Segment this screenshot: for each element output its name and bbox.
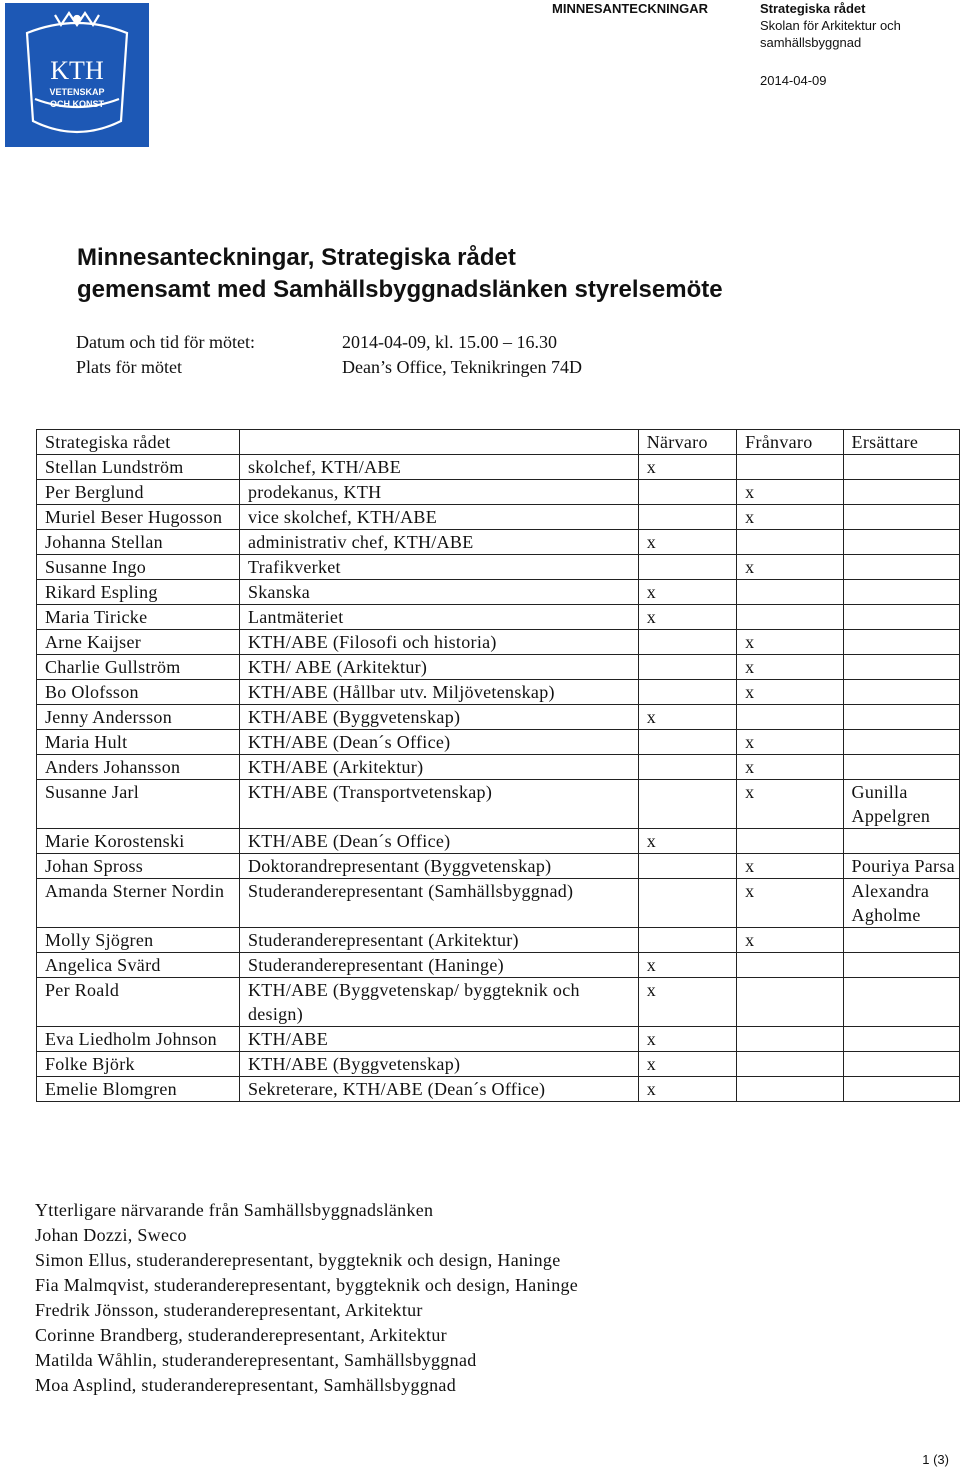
present-cell (638, 555, 736, 580)
name-cell: Bo Olofsson (37, 680, 240, 705)
substitute-cell (843, 480, 959, 505)
present-cell (638, 630, 736, 655)
substitute-cell (843, 730, 959, 755)
absent-cell (737, 455, 843, 480)
role-cell: vice skolchef, KTH/ABE (239, 505, 638, 530)
name-cell: Stellan Lundström (37, 455, 240, 480)
absent-cell: x (737, 928, 843, 953)
header-unit: Strategiska rådet (760, 1, 866, 16)
additional-attendees (35, 1198, 578, 1398)
table-row (37, 480, 960, 505)
table-row (37, 655, 960, 680)
name-cell: Johan Spross (37, 854, 240, 879)
header-cell-group: Strategiska rådet (37, 430, 240, 455)
role-cell: KTH/ABE (Dean´s Office) (239, 829, 638, 854)
name-cell: Amanda Sterner Nordin (37, 879, 240, 928)
attendance-body (37, 455, 960, 1102)
doc-type-label: MINNESANTECKNINGAR (552, 1, 708, 16)
substitute-cell (843, 680, 959, 705)
present-cell (638, 854, 736, 879)
kth-logo (5, 3, 149, 147)
table-row (37, 1077, 960, 1102)
substitute-cell (843, 1052, 959, 1077)
logo-text-line3: OCH KONST (50, 99, 104, 109)
table-row (37, 730, 960, 755)
header-cell-role (239, 430, 638, 455)
name-cell: Susanne Jarl (37, 780, 240, 829)
absent-cell (737, 1052, 843, 1077)
table-row (37, 978, 960, 1027)
role-cell: KTH/ABE (239, 1027, 638, 1052)
absent-cell (737, 580, 843, 605)
table-row (37, 530, 960, 555)
substitute-cell (843, 953, 959, 978)
header-unit-block (760, 0, 901, 51)
table-row (37, 1052, 960, 1077)
absent-cell: x (737, 655, 843, 680)
absent-cell: x (737, 780, 843, 829)
attendance-header-row (37, 430, 960, 455)
name-cell: Eva Liedholm Johnson (37, 1027, 240, 1052)
substitute-cell (843, 928, 959, 953)
header-school-line1: Skolan för Arkitektur och (760, 18, 901, 33)
additional-person: Corinne Brandberg, studeranderepresentant, Arkitektur (35, 1325, 447, 1345)
role-cell: Studeranderepresentant (Haninge) (239, 953, 638, 978)
name-cell: Muriel Beser Hugosson (37, 505, 240, 530)
present-cell (638, 730, 736, 755)
name-cell: Per Berglund (37, 480, 240, 505)
role-cell: prodekanus, KTH (239, 480, 638, 505)
absent-cell: x (737, 505, 843, 530)
role-cell: Sekreterare, KTH/ABE (Dean´s Office) (239, 1077, 638, 1102)
absent-cell (737, 978, 843, 1027)
present-cell: x (638, 580, 736, 605)
table-row (37, 953, 960, 978)
name-cell: Emelie Blomgren (37, 1077, 240, 1102)
absent-cell (737, 1027, 843, 1052)
absent-cell (737, 530, 843, 555)
substitute-cell (843, 580, 959, 605)
absent-cell: x (737, 854, 843, 879)
role-cell: Studeranderepresentant (Arkitektur) (239, 928, 638, 953)
name-cell: Johanna Stellan (37, 530, 240, 555)
substitute-cell: Pouriya Parsa (843, 854, 959, 879)
role-cell: KTH/ABE (Hållbar utv. Miljövetenskap) (239, 680, 638, 705)
substitute-cell (843, 605, 959, 630)
absent-cell: x (737, 730, 843, 755)
present-cell: x (638, 1077, 736, 1102)
substitute-cell: Gunilla Appelgren (843, 780, 959, 829)
absent-cell (737, 1077, 843, 1102)
role-cell: Studeranderepresentant (Samhällsbyggnad) (239, 879, 638, 928)
additional-person: Moa Asplind, studeranderepresentant, Samhällsbyggnad (35, 1375, 457, 1395)
role-cell: administrativ chef, KTH/ABE (239, 530, 638, 555)
table-row (37, 755, 960, 780)
kth-crest-icon (5, 3, 149, 147)
role-cell: KTH/ABE (Byggvetenskap) (239, 705, 638, 730)
role-cell: Lantmäteriet (239, 605, 638, 630)
present-cell: x (638, 705, 736, 730)
role-cell: Trafikverket (239, 555, 638, 580)
absent-cell: x (737, 630, 843, 655)
present-cell: x (638, 829, 736, 854)
meta-label: Plats för mötet (76, 357, 182, 377)
table-row (37, 780, 960, 829)
header-cell-substitute: Ersättare (843, 430, 959, 455)
present-cell (638, 655, 736, 680)
absent-cell: x (737, 480, 843, 505)
title-line1: Minnesanteckningar, Strategiska rådet (77, 244, 516, 271)
present-cell (638, 755, 736, 780)
role-cell: Doktorandrepresentant (Byggvetenskap) (239, 854, 638, 879)
meeting-meta (76, 330, 582, 380)
role-cell: KTH/ABE (Arkitektur) (239, 755, 638, 780)
substitute-cell (843, 655, 959, 680)
additional-person: Matilda Wåhlin, studeranderepresentant, Samhällsbyggnad (35, 1350, 477, 1370)
substitute-cell (843, 530, 959, 555)
substitute-cell (843, 755, 959, 780)
substitute-cell (843, 630, 959, 655)
header-cell-present: Närvaro (638, 430, 736, 455)
name-cell: Maria Hult (37, 730, 240, 755)
title-line2: gemensamt med Samhällsbyggnadslänken styrelsemöte (77, 276, 723, 303)
logo-text-kth: KTH (50, 56, 104, 85)
meta-value: Dean’s Office, Teknikringen 74D (342, 357, 583, 377)
role-cell: skolchef, KTH/ABE (239, 455, 638, 480)
role-cell: KTH/ABE (Dean´s Office) (239, 730, 638, 755)
meta-value: 2014-04-09, kl. 15.00 – 16.30 (342, 332, 557, 352)
present-cell (638, 928, 736, 953)
absent-cell: x (737, 680, 843, 705)
present-cell (638, 780, 736, 829)
present-cell: x (638, 978, 736, 1027)
role-cell: KTH/ ABE (Arkitektur) (239, 655, 638, 680)
table-row (37, 630, 960, 655)
role-cell: KTH/ABE (Filosofi och historia) (239, 630, 638, 655)
substitute-cell (843, 705, 959, 730)
attendance-table (36, 429, 960, 1102)
name-cell: Arne Kaijser (37, 630, 240, 655)
substitute-cell (843, 829, 959, 854)
additional-person: Fia Malmqvist, studeranderepresentant, byggteknik och design, Haninge (35, 1275, 579, 1295)
absent-cell (737, 953, 843, 978)
absent-cell: x (737, 555, 843, 580)
present-cell: x (638, 530, 736, 555)
table-row (37, 928, 960, 953)
meta-row-place (76, 355, 582, 380)
absent-cell: x (737, 879, 843, 928)
meta-row-date (76, 330, 582, 355)
name-cell: Molly Sjögren (37, 928, 240, 953)
name-cell: Marie Korostenski (37, 829, 240, 854)
table-row (37, 1027, 960, 1052)
present-cell: x (638, 455, 736, 480)
table-row (37, 580, 960, 605)
additional-person: Simon Ellus, studeranderepresentant, byggteknik och design, Haninge (35, 1250, 561, 1270)
present-cell (638, 480, 736, 505)
present-cell: x (638, 1027, 736, 1052)
substitute-cell (843, 1027, 959, 1052)
table-row (37, 455, 960, 480)
table-row (37, 605, 960, 630)
document-title (77, 242, 723, 306)
table-row (37, 854, 960, 879)
substitute-cell (843, 455, 959, 480)
name-cell: Rikard Espling (37, 580, 240, 605)
present-cell: x (638, 605, 736, 630)
role-cell: KTH/ABE (Byggvetenskap) (239, 1052, 638, 1077)
name-cell: Charlie Gullström (37, 655, 240, 680)
role-cell: KTH/ABE (Byggvetenskap/ byggteknik och design) (239, 978, 638, 1027)
present-cell (638, 505, 736, 530)
additional-heading: Ytterligare närvarande från Samhällsbyggnadslänken (35, 1200, 434, 1220)
header-school-line2: samhällsbyggnad (760, 35, 862, 50)
additional-person: Fredrik Jönsson, studeranderepresentant, Arkitektur (35, 1300, 423, 1320)
name-cell: Jenny Andersson (37, 705, 240, 730)
additional-person: Johan Dozzi, Sweco (35, 1225, 187, 1245)
name-cell: Susanne Ingo (37, 555, 240, 580)
substitute-cell (843, 555, 959, 580)
substitute-cell: Alexandra Agholme (843, 879, 959, 928)
role-cell: Skanska (239, 580, 638, 605)
table-row (37, 829, 960, 854)
absent-cell (737, 829, 843, 854)
name-cell: Angelica Svärd (37, 953, 240, 978)
absent-cell: x (737, 755, 843, 780)
name-cell: Per Roald (37, 978, 240, 1027)
header-cell-absent: Frånvaro (737, 430, 843, 455)
name-cell: Folke Björk (37, 1052, 240, 1077)
role-cell: KTH/ABE (Transportvetenskap) (239, 780, 638, 829)
page-number: 1 (3) (922, 1452, 949, 1467)
meta-label: Datum och tid för mötet: (76, 332, 255, 352)
substitute-cell (843, 505, 959, 530)
present-cell (638, 680, 736, 705)
present-cell: x (638, 953, 736, 978)
table-row (37, 705, 960, 730)
table-row (37, 505, 960, 530)
substitute-cell (843, 1077, 959, 1102)
name-cell: Anders Johansson (37, 755, 240, 780)
header-date: 2014-04-09 (760, 73, 827, 88)
substitute-cell (843, 978, 959, 1027)
table-row (37, 879, 960, 928)
absent-cell (737, 605, 843, 630)
logo-text-line2: VETENSKAP (49, 87, 105, 97)
table-row (37, 555, 960, 580)
present-cell: x (638, 1052, 736, 1077)
present-cell (638, 879, 736, 928)
absent-cell (737, 705, 843, 730)
name-cell: Maria Tiricke (37, 605, 240, 630)
table-row (37, 680, 960, 705)
